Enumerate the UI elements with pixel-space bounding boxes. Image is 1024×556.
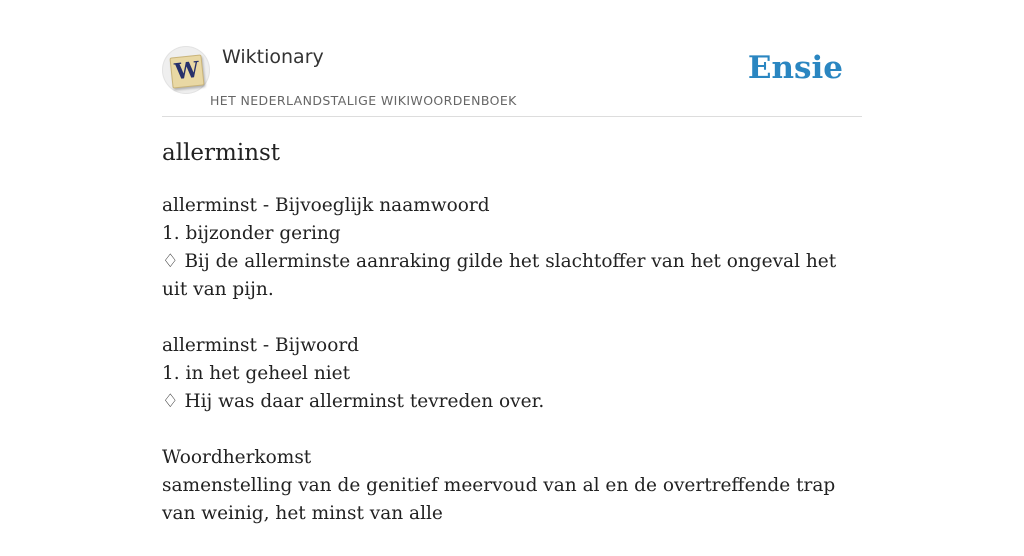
entry-heading: allerminst - Bijwoord <box>162 335 360 356</box>
entry-definition: 1. in het geheel niet <box>162 363 351 384</box>
site-subtitle: HET NEDERLANDSTALIGE WIKIWOORDENBOEK <box>210 93 517 108</box>
etymology <box>162 444 862 528</box>
page <box>162 0 862 524</box>
page-title: allerminst <box>162 140 281 166</box>
etymology-heading: Woordherkomst <box>162 447 312 468</box>
site-title[interactable]: Wiktionary <box>222 46 324 68</box>
logo-letter: W <box>173 56 201 86</box>
ensie-brand-link[interactable]: Ensie <box>747 50 843 86</box>
entry-adverb <box>162 332 862 416</box>
entry-example: ♢ Hij was daar allerminst tevreden over. <box>162 391 545 412</box>
wiktionary-logo-icon[interactable] <box>162 46 210 94</box>
entry-heading: allerminst - Bijvoeglijk naamwoord <box>162 195 490 216</box>
entry-definition: 1. bijzonder gering <box>162 223 341 244</box>
etymology-text: samenstelling van de genitief meervoud van al en de overtreffende trap van weinig, het minst van alle <box>162 475 836 524</box>
definition-content <box>162 192 862 556</box>
entry-example: ♢ Bij de allerminste aanraking gilde het slachtoffer van het ongeval het uit van pijn. <box>162 251 837 300</box>
logo-tile <box>169 54 204 88</box>
entry-adjective <box>162 192 862 304</box>
site-header <box>162 0 862 117</box>
